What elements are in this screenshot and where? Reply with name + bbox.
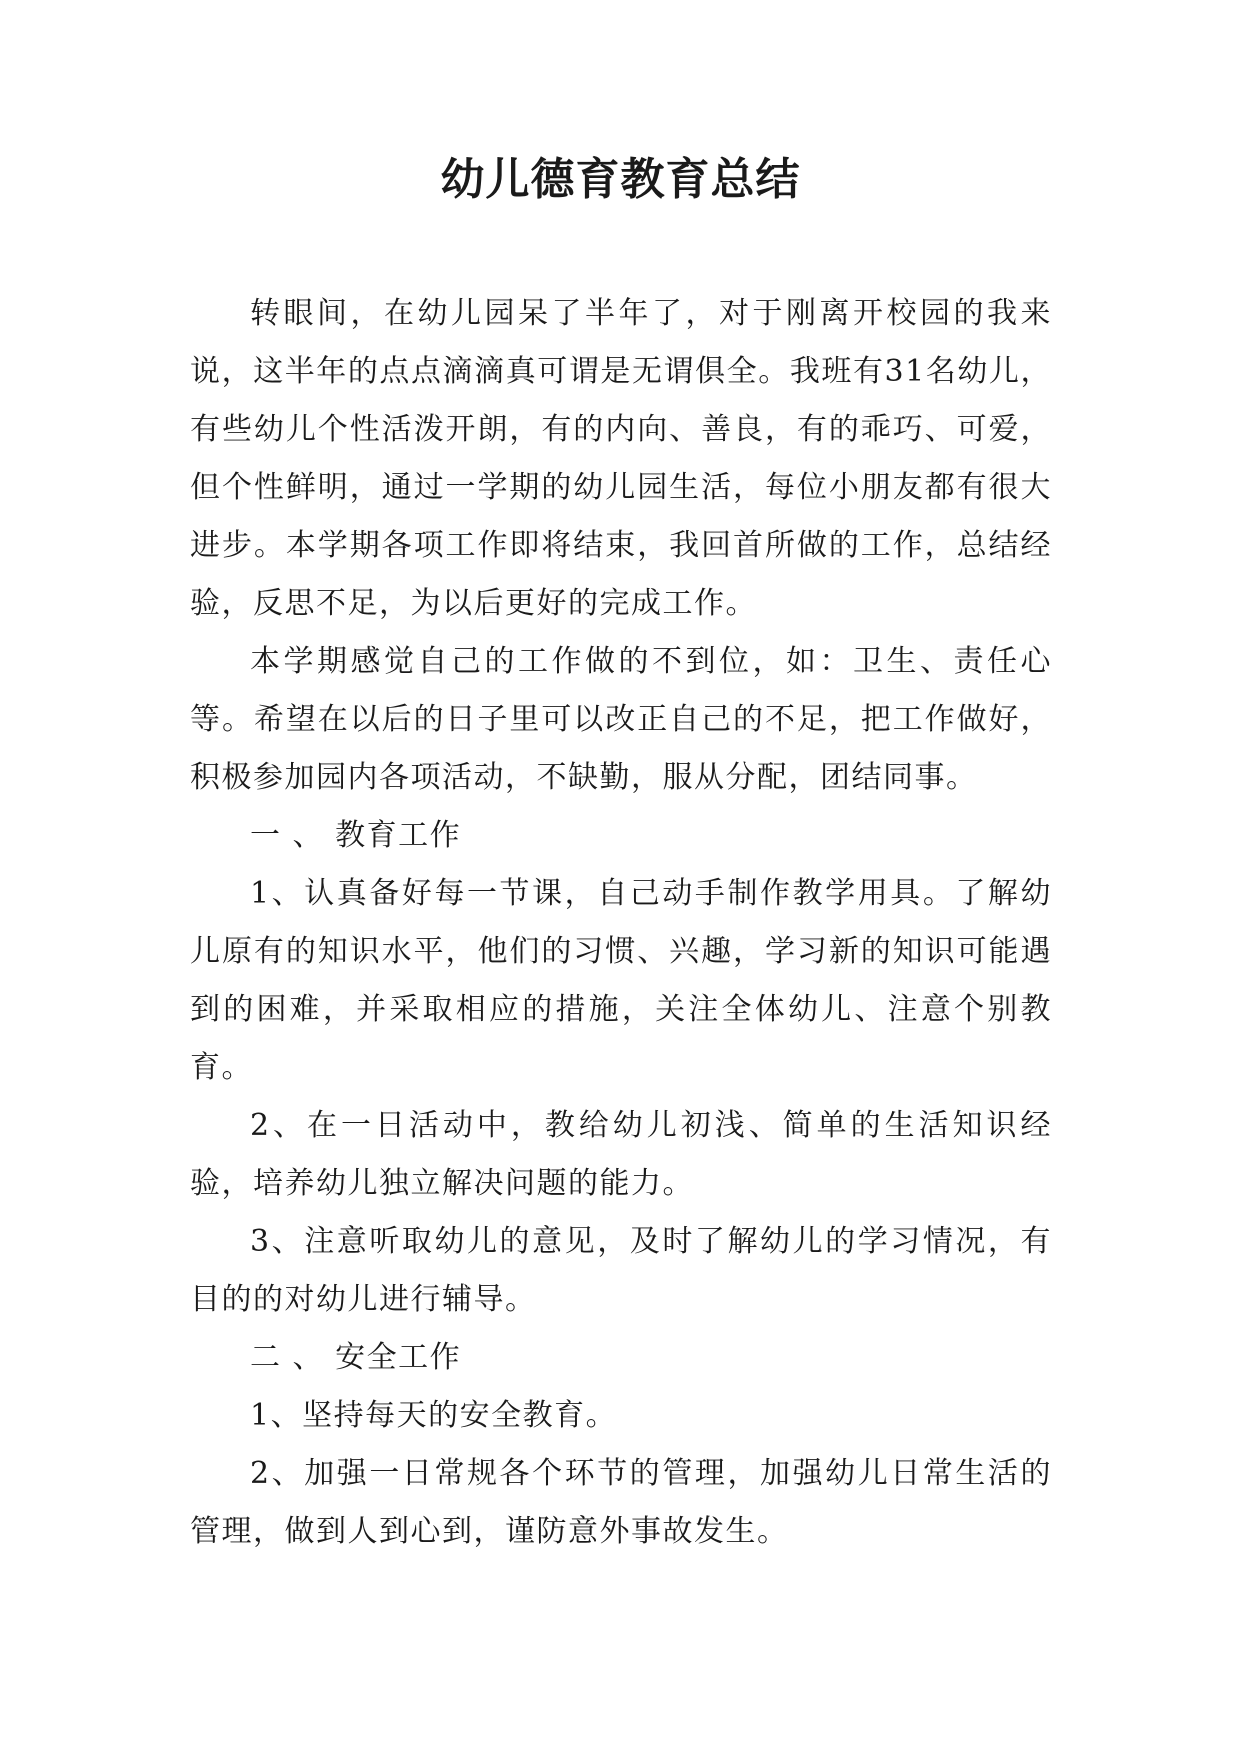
paragraph-intro: 转眼间，在幼儿园呆了半年了，对于刚离开校园的我来说，这半年的点点滴滴真可谓是无谓俱全。我班有31名幼儿，有些幼儿个性活泼开朗，有的内向、善良，有的乖巧、可爱，但个性鲜明，通过一学期的幼儿园生活，每位小朋友都有很大进步。本学期各项工作即将结束，我回首所做的工作，总结经验，反思不足，为以后更好的完成工作。 [190, 296, 1052, 621]
paragraph-safety-1: 1、坚持每天的安全教育。 [250, 1398, 618, 1433]
paragraph-education-1: 1、认真备好每一节课，自己动手制作教学用具。了解幼儿原有的知识水平，他们的习惯、兴趣，学习新的知识可能遇到的困难，并采取相应的措施，关注全体幼儿、注意个别教育。 [190, 876, 1052, 1085]
paragraph-safety-2: 2、加强一日常规各个环节的管理，加强幼儿日常生活的管理，做到人到心到，谨防意外事故发生。 [190, 1456, 1052, 1549]
paragraph-self-reflection: 本学期感觉自己的工作做的不到位，如：卫生、责任心等。希望在以后的日子里可以改正自己的不足，把工作做好，积极参加园内各项活动，不缺勤，服从分配，团结同事。 [190, 644, 1052, 795]
paragraph-education-3: 3、注意听取幼儿的意见，及时了解幼儿的学习情况，有目的的对幼儿进行辅导。 [190, 1224, 1052, 1317]
document-title: 幼儿德育教育总结 [440, 154, 801, 205]
document-body [190, 285, 1052, 1561]
section-heading-education: 一 、 教育工作 [250, 818, 462, 853]
paragraph-education-2: 2、在一日活动中，教给幼儿初浅、简单的生活知识经验，培养幼儿独立解决问题的能力。 [190, 1108, 1052, 1201]
section-heading-safety: 二 、 安全工作 [250, 1340, 462, 1375]
